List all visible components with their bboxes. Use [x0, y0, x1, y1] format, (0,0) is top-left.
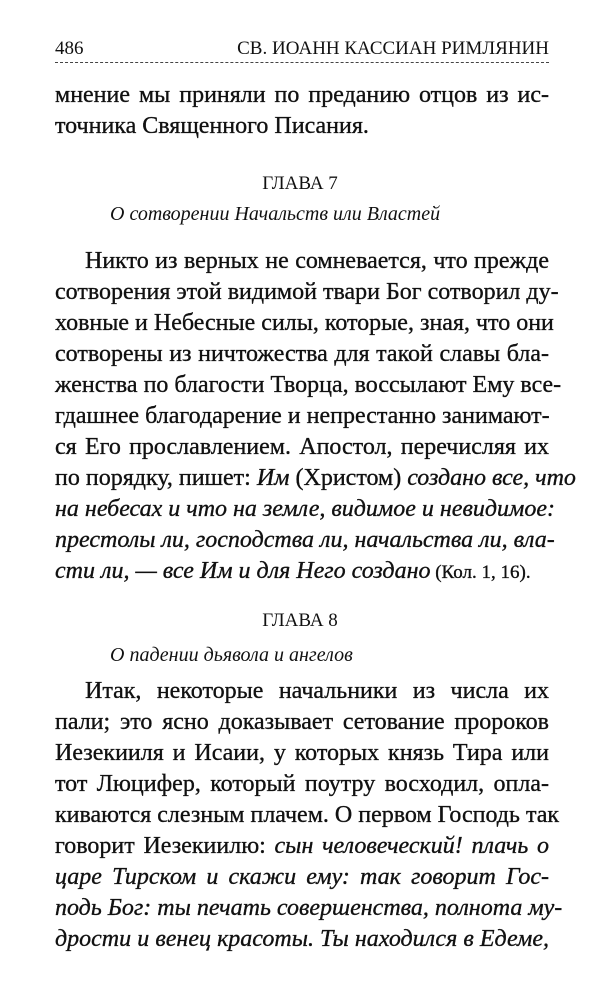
running-header	[55, 38, 549, 60]
chapter-8-paragraph	[55, 676, 563, 955]
text-segment: говорит Иезекиилю:	[55, 833, 275, 859]
text-segment: пали; это ясно доказывает сетование пророков	[55, 709, 549, 735]
text-line	[55, 277, 559, 308]
text-line	[55, 339, 549, 370]
text-segment: сотворения этой видимой твари Бог сотворил ду-	[55, 279, 559, 305]
text-line	[55, 525, 555, 556]
text-line	[55, 769, 549, 800]
scripture-reference: (Кол. 1, 16).	[430, 562, 531, 583]
italic-quote-text: дрости и венец красоты. Ты находился в Едеме,	[55, 926, 549, 952]
text-line	[55, 494, 555, 525]
text-line	[55, 924, 549, 955]
text-line	[55, 707, 549, 738]
text-line	[55, 80, 549, 111]
paragraph-continued	[55, 80, 549, 142]
text-segment: женства по благости Творца, воссылают Ему все-	[55, 372, 562, 398]
text-line	[55, 862, 549, 893]
chapter-8-subtitle: О падении дьявола и ангелов	[110, 644, 353, 666]
text-segment: Иезекииля и Исаии, у которых князь Тира или	[55, 740, 549, 766]
text-line	[55, 893, 563, 924]
text-line	[55, 246, 549, 277]
text-line	[55, 111, 549, 142]
text-segment: киваются слезным плачем. О первом Господь так	[55, 802, 560, 828]
text-line	[55, 370, 562, 401]
text-line	[55, 831, 549, 862]
text-line	[55, 401, 549, 432]
running-title: СВ. ИОАНН КАССИАН РИМЛЯНИН	[237, 38, 549, 59]
text-line	[55, 676, 549, 707]
italic-quote-text: сын человеческий! плачь о	[274, 833, 550, 859]
text-line	[55, 432, 549, 463]
italic-quote-text: Им	[256, 465, 290, 491]
text-segment: ховные и Небесные силы, которые, зная, что они	[55, 310, 554, 336]
text-segment: ся Его прославлением. Апостол, перечисляя их	[55, 434, 549, 460]
chapter-7-heading: ГЛАВА 7	[262, 173, 338, 194]
text-segment: (Христом)	[289, 465, 408, 491]
header-rule	[55, 62, 549, 63]
text-segment: по порядку, пишет:	[55, 465, 257, 491]
chapter-8-heading: ГЛАВА 8	[262, 610, 338, 631]
text-segment: сотворены из ничтожества для такой славы бла-	[55, 341, 549, 367]
text-segment: мнение мы приняли по преданию отцов из ис-	[55, 82, 549, 108]
text-line	[55, 800, 560, 831]
italic-quote-text: создано все, что	[407, 465, 576, 491]
text-segment: Никто из верных не сомневается, что прежде	[85, 248, 549, 274]
italic-quote-text: сти ли, — все Им и для Него создано	[55, 558, 431, 584]
text-line	[55, 738, 549, 769]
italic-quote-text: престолы ли, господства ли, начальства ли, вла-	[55, 527, 555, 553]
page-number: 486	[55, 38, 84, 59]
text-segment: точника Священного Писания.	[55, 113, 369, 139]
italic-quote-text: подь Бог: ты печать совершенства, полнота му-	[55, 895, 563, 921]
text-segment: Итак, некоторые начальники из числа их	[85, 678, 549, 704]
italic-quote-text: царе Тирском и скажи ему: так говорит Гос-	[55, 864, 549, 890]
chapter-7-paragraph	[55, 246, 576, 587]
chapter-7-subtitle: О сотворении Начальств или Властей	[110, 203, 441, 225]
italic-quote-text: на небесах и что на земле, видимое и невидимое:	[55, 496, 555, 522]
text-line	[55, 463, 576, 494]
text-segment: гдашнее благодарение и непрестанно занимают-	[55, 403, 550, 429]
text-line	[55, 556, 549, 587]
text-segment: тот Люцифер, который поутру восходил, опла-	[55, 771, 549, 797]
text-line	[55, 308, 554, 339]
